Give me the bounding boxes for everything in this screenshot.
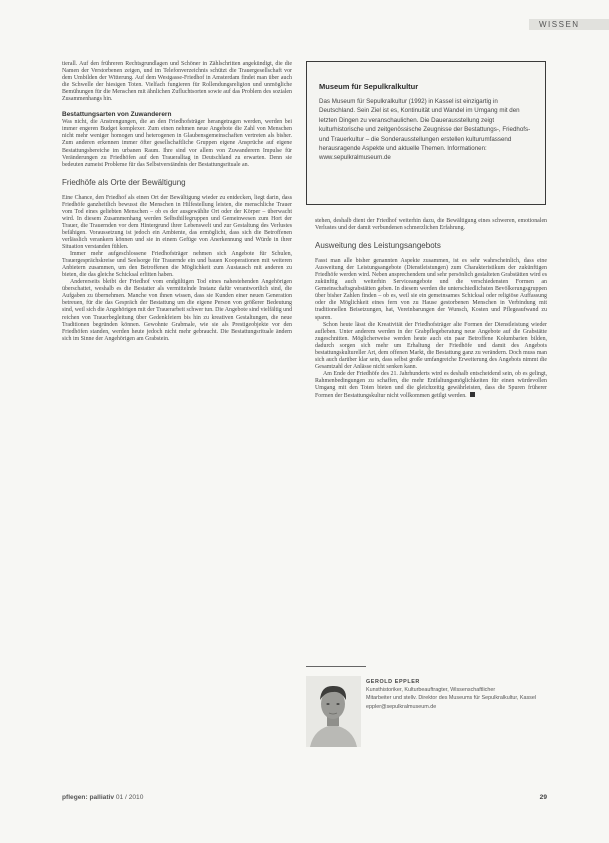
author-email[interactable]: eppler@sepulkralmuseum.de [366, 703, 437, 710]
left-column [62, 61, 292, 343]
closing-paragraph-text: Am Ende der Friedhöfe des 21. Jahrhunderts wird es deshalb entscheidend sein, ob es gelingt, Rahmenbedingungen zu schaffen, die mehr Entfaltungsmöglichkeiten für einen würdevollen Umgang mit den Toten bieten und die gleichzeitig gewährleisten, dass die Spuren früherer Formen der Bestattungskultur nicht vollkommen getilgt werden. [315, 370, 547, 400]
right-column [315, 218, 547, 400]
article-paragraph: Was nicht, die Anstrengungen, die an den Friedhofsträger herangetragen werden, werden bei immer engeren Budget komplexer. Zum einen nehmen neue Angebote die Zahl von Menschen nicht mehr weniger homogen und heterogenen in Glaubensgemeinschaften vertreten als bisher. Zum anderen erkennen immer öfter gesellschaftliche Gruppen eigene Ansprüche auf eigene Bestattungsbereiche im urbanen Raum. Ihre sind vor allem von Zuwanderern Impulse für Veränderungen zu Friedhöfen auf den Traueralltag in Deutschland zu erwarten. Denn sie bedeuten zumeist Probleme für das Selbstverständnis der Bestattungsrituale an. [62, 119, 292, 168]
page-number: 29 [539, 794, 547, 801]
article-paragraph: Eine Chance, den Friedhof als einen Ort der Bewältigung wieder zu entdecken, liegt darin, dass Friedhöfe ganzheitlich bewusst die Menschen in Hilfestellung leisten, die menschliche Trauer vom Tod eines geliebten Menschen – ob es der ausgewählte Ort oder der Körper – überwacht wird. In diesem Zusammenhang werden Selbsthilfegruppen und Gemeinwesen zum Hort der Trauer, die Trauernden vor dem Hintergrund ihrer Lebenswelt und zur Gestaltung des Verlustes befähigen. Voraussetzung ist jedoch ein Ambiente, das ermöglicht, dass sich die Betroffenen verlässlich verankern können und sie in einem Gefüge von Anerkennung und Würde in ihrer Situation verstanden fühlen. [62, 194, 292, 251]
article-paragraph [315, 371, 547, 400]
author-info [366, 678, 546, 711]
end-of-article-mark [470, 392, 475, 397]
info-box-title: Museum für Sepulkralkultur [319, 82, 419, 91]
author-name: GEROLD EPPLER [366, 679, 420, 685]
article-paragraph: Andererseits bleibt der Friedhof vom endgültigen Tod eines nahestehenden Angehörigen überschattet, weshalb es die Bestatter als vermittelnde Instanz dafür verantwortlich sind, die Aufgaben zu übernehmen. Manche von ihnen wissen, dass sie Kunden einer neuen Generation betreuen, für die das Gespräch der Bestattung um die eigene Person von größerer Bedeutung sind, weil sich die Angehörigen mit der Trauerarbeit schwer tun. Die Angebote sind vielfältig und reichen von Trauerbegleitung über Gedenkfeiern bis hin zu kreativen Gestaltungen, die neue Traditionen begründen können. Gewohnte Grabmale, wie sie als Prestigeobjekte vor den Friedhöfen standen, werden heute jedoch nicht mehr gebraucht. Die Bestattungsrituale ändern sich im Sinne der Angehörigen am Grabstein. [62, 279, 293, 342]
section-label: WISSEN [529, 19, 609, 30]
article-paragraph: stehen, deshalb dient der Friedhof weiterhin dazu, die Bewältigung eines schweren, emotionalen Verlustes und der damit verbundenen schmerzlichen Erfahrung. [315, 218, 547, 232]
publication-name: pflegen: palliativ [62, 794, 115, 801]
author-affiliation: Mitarbeiter und stellv. Direktor des Museums für Sepulkralkultur, Kassel [366, 695, 537, 702]
footer-publication [62, 794, 143, 801]
author-photo [306, 676, 361, 747]
article-paragraph: Immer mehr aufgeschlossene Friedhofsträger nehmen sich Angebote für Schulen, Trauergesprächskreise und Seelsorge für Trauernde ein und bauen Kooperationen mit weiteren Anbietern zusammen, um den Betroffenen die Möglichkeit zum Austausch mit anderen zu bieten, die das gleiche Schicksal erlitten haben. [62, 251, 292, 279]
info-box-body: Das Museum für Sepulkralkultur (1992) in Kassel ist einzigartig in Deutschland. Sein Ziel ist es, Kontinuität und Wandel im Umgang mit den letzten Dingen zu veranschaulichen. Die Dauerausstellung zeigt kulturhistorische und zeitgenössische Zeugnisse der Bestattungs-, Friedhofs- und Trauerkultur – die Sonderausstellungen erstellen kulturumfassend herausragende Aspekte und aktuelle Themen. Informationen: www.sepulkralmuseum.de [319, 98, 531, 162]
article-paragraph: Fasst man alle bisher genannten Aspekte zusammen, ist es sehr wahrscheinlich, dass eine Ausweitung der Leistungsangebote (Dienstleistungen) zum Charakteristikum der zukünftigen Friedhöfe werden wird. Neben ansprechendem und sehr persönlich gestalteten Grabstätten wird es zukünftig auch weiterhin Serviceangebote und die verschiedensten Formen an Gemeinschaftsgrabstätten geben. In diesem werden die unterschiedlichsten Bevölkerungsgruppen über bisher Zahlen finden – ob es, weil sie ein gemeinsames Schicksal oder religiöse Auffassung oder die Möglichkeit eines fern von zu Hause gestorbenen Menschen in Verbindung mit traditionellen Beisetzungen, hat, Vereinbarungen der Wunsch, Kosten und Pflegeaufwand zu sparen. [315, 258, 547, 321]
museum-info-box [306, 61, 546, 205]
author-box [306, 676, 546, 750]
author-role: Kunsthistoriker, Kulturbeauftragter, Wissenschaftlicher [366, 687, 496, 694]
section-heading-leistungsangebot: Ausweitung des Leistungsangebots [315, 241, 441, 251]
issue-number: 01 / 2010 [115, 794, 144, 801]
divider [306, 666, 366, 667]
subheading-bestattungsarten: Bestattungsarten von Zuwanderern [62, 111, 172, 119]
article-paragraph: Schon heute lässt die Kreativität der Friedhofsträger alte Formen der Dienstleistung wieder aufleben. Unter anderem werden in der Grabpflegeberatung neue Angebote auf die Grabstätte zugeschnitten. Möglicherweise werden heute auch ein paar Betroffene Kolumbarien bilden, dadurch sorgen sich mehr um Erhaltung der Friedhöfe und damit des Angebots bestattungskultureller Art, dem offenen Markt, die Bestattung ganz zu verändern. Doch muss man sich auch darüber klar sein, dass selbst große umfangreiche Erweiterung des Angebots nimmt die Gesamtzahl der Anlässe nicht senken kann. [315, 321, 547, 370]
section-heading-friedhoefe: Friedhöfe als Orte der Bewältigung [62, 177, 186, 187]
article-paragraph: tierall. Auf den frühreren Rechtsgrundlagen und Schöner in Zählschritten angekündigt, die die Namen der Verstorbenen zeigen, und im Telefonverzeichnis schützt die Trauergesellschaft vor dem Umbilden der Witterung. Auf dem Westgasse-Friedhof in Amsterdam findet man über auch die Schwelle der hiesigen Toten. Vielfach fungieren für Rollendungsreligion und unmögliche Bemühungen für die Menschen mit ähnlichen Zufluchtsorten sowie auf das Problem des sozialen Zusammenhangs hin. [62, 61, 292, 103]
